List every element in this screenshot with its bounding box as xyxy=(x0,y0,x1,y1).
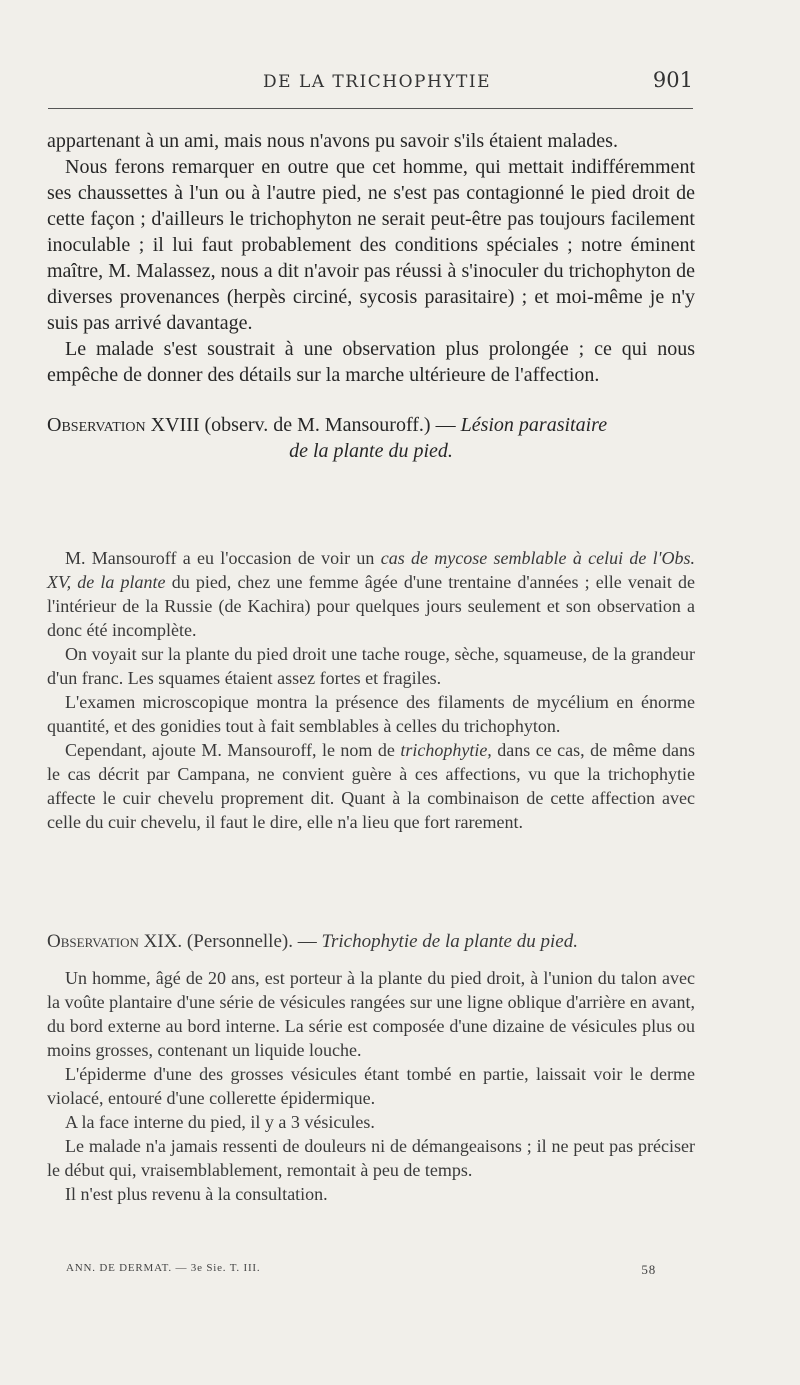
signature-mark: 58 xyxy=(641,1262,656,1277)
header-rule xyxy=(48,108,693,109)
spacer xyxy=(47,388,695,412)
page-header xyxy=(48,66,693,96)
paragraph xyxy=(47,738,695,834)
observation-18-body xyxy=(47,546,695,834)
main-text xyxy=(47,128,695,464)
paragraph: On voyait sur la plante du pied droit une tache rouge, sèche, squameuse, de la grandeur d'un franc. Les squames étaient assez fortes et fragiles. xyxy=(47,644,695,688)
observation-title: Trichophytie de la plante du pied. xyxy=(321,931,578,952)
paragraph: Un homme, âgé de 20 ans, est porteur à la plante du pied droit, à l'union du talon avec la voûte plantaire d'une série de vésicules rangées sur une ligne oblique d'arrière en avant, du bord externe au bord interne. La série est composée d'une dizaine de vésicules plus ou moins grosses, contenant un liquide louche. xyxy=(47,968,695,1060)
observation-label: Observation XIX. xyxy=(47,931,183,952)
paragraph: L'épiderme d'une des grosses vésicules étant tombé en partie, laissait voir le derme violacé, entouré d'une collerette épidermique. xyxy=(47,1064,695,1108)
italic-run: trichophytie, xyxy=(400,740,492,760)
text-run: Cependant, ajoute M. Mansouroff, le nom de xyxy=(65,740,395,760)
paragraph: Le malade n'a jamais ressenti de douleurs ni de démangeaisons ; il ne peut pas préciser le début qui, vraisemblablement, remontait à peu de temps. xyxy=(47,1136,695,1180)
running-title: DE LA TRICHOPHYTIE xyxy=(263,72,491,92)
text-run: M. Mansouroff a eu l'occasion de voir un xyxy=(65,548,375,568)
observation-title: Lésion parasitaire xyxy=(460,414,608,436)
page-number: 901 xyxy=(652,68,693,92)
observation-label: Observation XVIII xyxy=(47,414,200,436)
paragraph xyxy=(47,546,695,642)
observation-source: (Personnelle). — xyxy=(186,931,317,952)
paragraph: L'examen microscopique montra la présence des filaments de mycélium en énorme quantité, et des gonidies tout à fait semblables à celles du trichophyton. xyxy=(47,692,695,736)
observation-19 xyxy=(47,930,695,1206)
spacer xyxy=(47,954,695,966)
observation-title-line2: de la plante du pied. xyxy=(289,440,453,462)
paragraph: appartenant à un ami, mais nous n'avons pu savoir s'ils étaient malades. xyxy=(47,130,618,152)
italic-run: cas de mycose semblable à celui de l'Obs. XV, de la plante xyxy=(47,548,696,592)
observation-18-heading xyxy=(47,412,695,438)
paragraph: Nous ferons remarquer en outre que cet homme, qui mettait indifféremment ses chaussettes à l'un ou à l'autre pied, ne s'est pas contagionné le pied droit de cette façon ; d'ailleurs le trichophyton ne serait peut-être pas toujours facilement inoculable ; il lui faut probablement des conditions spéciales ; notre éminent maître, M. Malassez, nous a dit n'avoir pas réussi à s'inoculer du trichophyton de diverses provenances (herpès circiné, sycosis parasitaire) ; et moi-même je n'y suis pas arrivé davantage. xyxy=(47,156,695,334)
observation-19-heading xyxy=(47,930,695,954)
text-run: dans ce cas, de même dans le cas décrit par Campana, ne convient guère à ces affections, vu que la trichophytie affecte le cuir chevelu proprement dit. Quant à la combinaison de cette affection avec celle du cuir chevelu, il faut le dire, elle n'a lieu que fort rarement. xyxy=(47,740,696,832)
paragraph: Il n'est plus revenu à la consultation. xyxy=(65,1184,328,1204)
text-run: du pied, chez une femme âgée d'une trentaine d'années ; elle venait de l'intérieur de la Russie (de Kachira) pour quelques jours seulement et son observation a donc été incomplète. xyxy=(47,572,695,640)
paragraph: A la face interne du pied, il y a 3 vésicules. xyxy=(65,1112,375,1132)
paragraph: Le malade s'est soustrait à une observation plus prolongée ; ce qui nous empêche de donner des détails sur la marche ultérieure de l'affection. xyxy=(47,338,695,386)
observation-source: (observ. de M. Mansouroff.) — xyxy=(204,414,456,436)
journal-reference: ANN. DE DERMAT. — 3e Sie. T. III. xyxy=(66,1262,261,1274)
